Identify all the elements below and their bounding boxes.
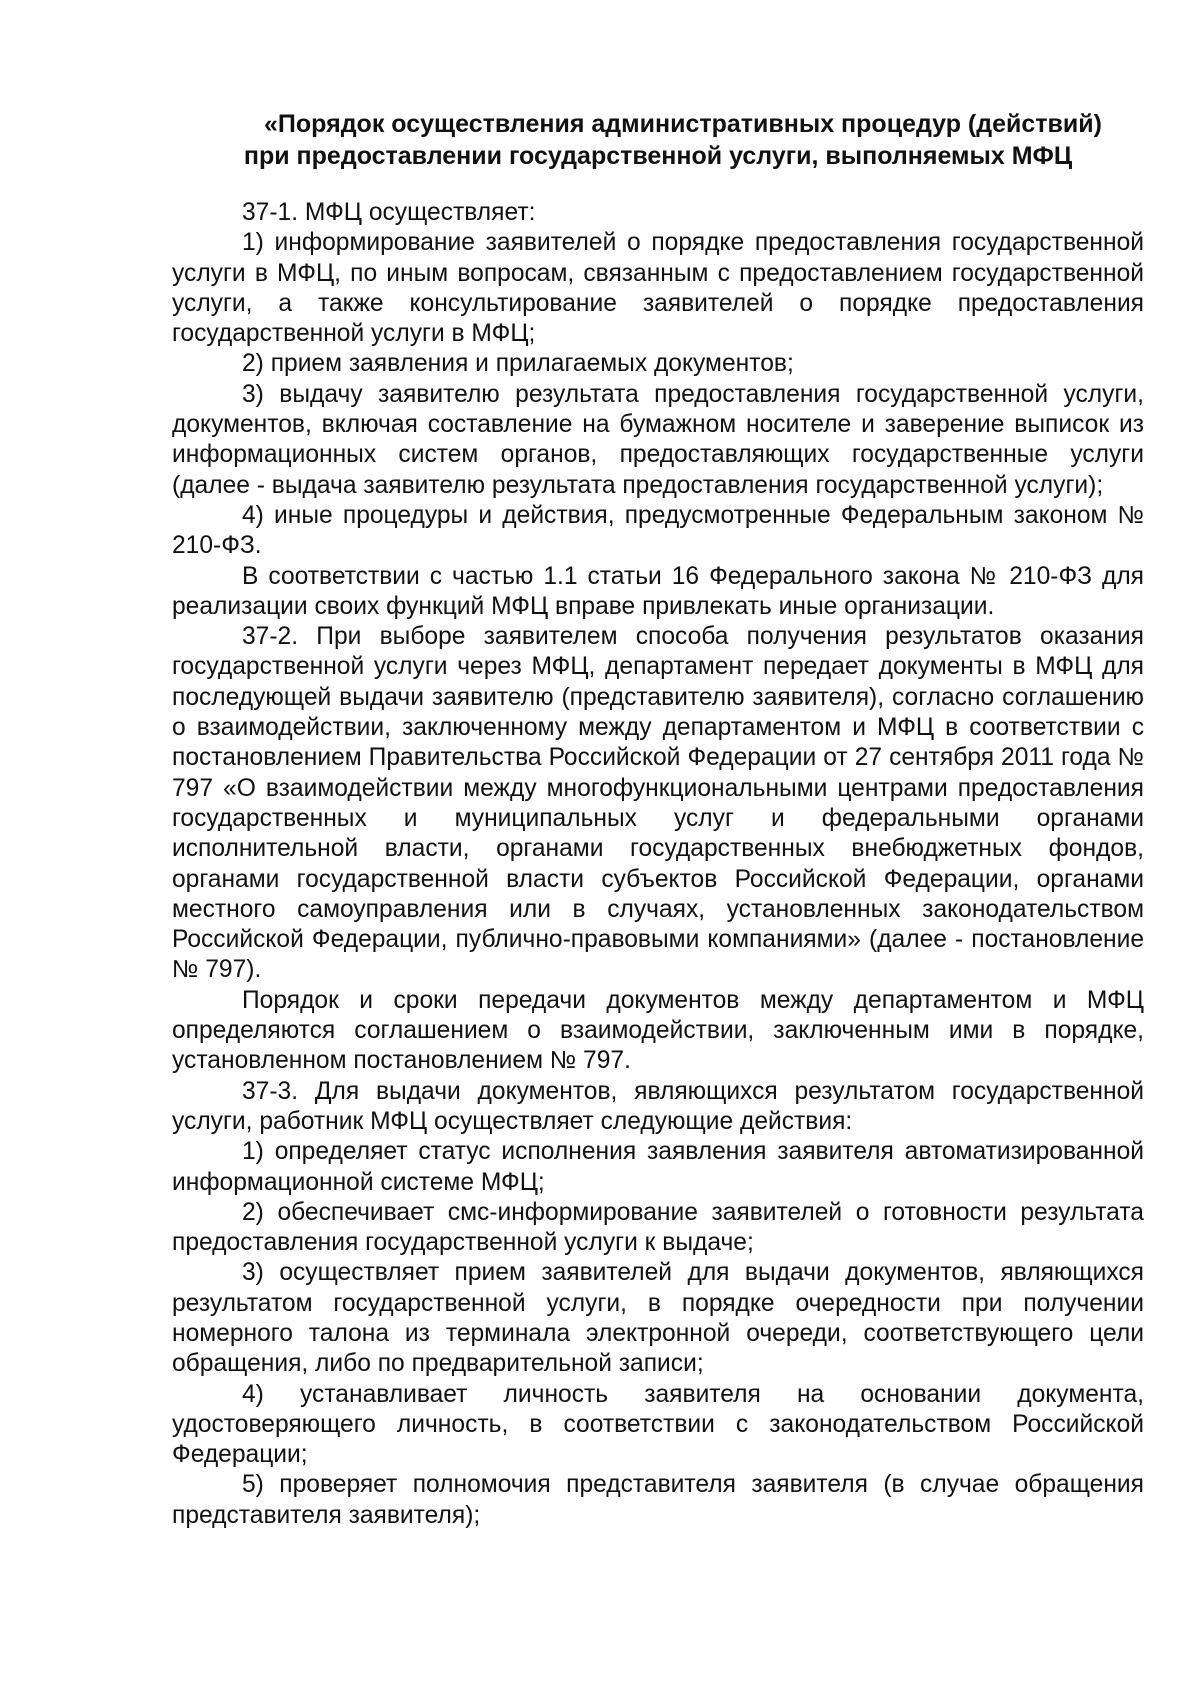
paragraph-37-3-item-1: 1) определяет статус исполнения заявления заявителя автоматизированной информационной системе МФЦ; (172, 1138, 1144, 1196)
paragraph-organizations: В соответствии с частью 1.1 статьи 16 Федерального закона № 210-ФЗ для реализации своих функций МФЦ вправе привлекать иные организации. (172, 562, 1144, 620)
paragraph-37-3-item-2: 2) обеспечивает смс-информирование заявителей о готовности результата предоставления государственной услуги к выдаче; (172, 1198, 1144, 1257)
paragraph-37-1-item-3: 3) выдачу заявителю результата предоставления государственной услуги, документов, включая составление на бумажном носителе и заверение выписок из информационных систем органов, предоставляющих государственные услуги (далее - выдача заявителю результата предоставления государственной услуги); (172, 380, 1144, 499)
paragraph-37-3-item-4: 4) устанавливает личность заявителя на основании документа, удостоверяющего личность, в соответствии с законодательством Российской Федерации; (172, 1380, 1144, 1469)
paragraph-37-3-item-5: 5) проверяет полномочия представителя заявителя (в случае обращения представителя заявителя); (172, 1471, 1144, 1529)
paragraph-37-1-item-1: 1) информирование заявителей о порядке предоставления государственной услуги в МФЦ, по иным вопросам, связанным с предоставлением государственной услуги, а также консультирование заявителей о порядке предоставления государственной услуги в МФЦ; (172, 229, 1144, 348)
document-page (172, 108, 1144, 1531)
paragraph-37-1: 37-1. МФЦ осуществляет: (242, 199, 536, 226)
title-line-1: «Порядок осуществления административных процедур (действий) (264, 110, 1102, 138)
paragraph-37-3: 37-3. Для выдачи документов, являющихся результатом государственной услуги, работник МФЦ осуществляет следующие действия: (172, 1077, 1144, 1135)
paragraph-37-1-item-4: 4) иные процедуры и действия, предусмотренные Федеральным законом № 210-ФЗ. (172, 501, 1144, 560)
paragraph-37-3-item-3: 3) осуществляет прием заявителей для выдачи документов, являющихся результатом государственной услуги, в порядке очередности при получении номерного талона из терминала электронной очереди, соответствующего цели обращения, либо по предварительной записи; (172, 1259, 1144, 1378)
document-title (172, 108, 1144, 172)
paragraph-transfer-order: Порядок и сроки передачи документов между департаментом и МФЦ определяются соглашением о взаимодействии, заключенным ими в порядке, установленном постановлением № 797. (172, 986, 1144, 1075)
paragraph-37-1-item-2: 2) прием заявления и прилагаемых документов; (242, 350, 794, 378)
title-line-2: при предоставлении государственной услуги, выполняемых МФЦ (243, 142, 1073, 170)
document-body (172, 198, 1144, 1531)
paragraph-37-2: 37-2. При выборе заявителем способа получения результатов оказания государственной услуги через МФЦ, департамент передает документы в МФЦ для последующей выдачи заявителю (представителю заявителя), согласно соглашению о взаимодействии, заключенному между департаментом и МФЦ в соответствии с постановлением Правительства Российской Федерации от 27 сентября 2011 года № 797 «О взаимодействии между многофункциональными центрами предоставления государственных и муниципальных услуг и федеральными органами исполнительной власти, органами государственных внебюджетных фондов, органами государственной власти субъектов Российской Федерации, органами местного самоуправления или в случаях, установленных законодательством Российской Федерации, публично-правовыми компаниями» (далее - постановление № 797). (172, 623, 1144, 984)
